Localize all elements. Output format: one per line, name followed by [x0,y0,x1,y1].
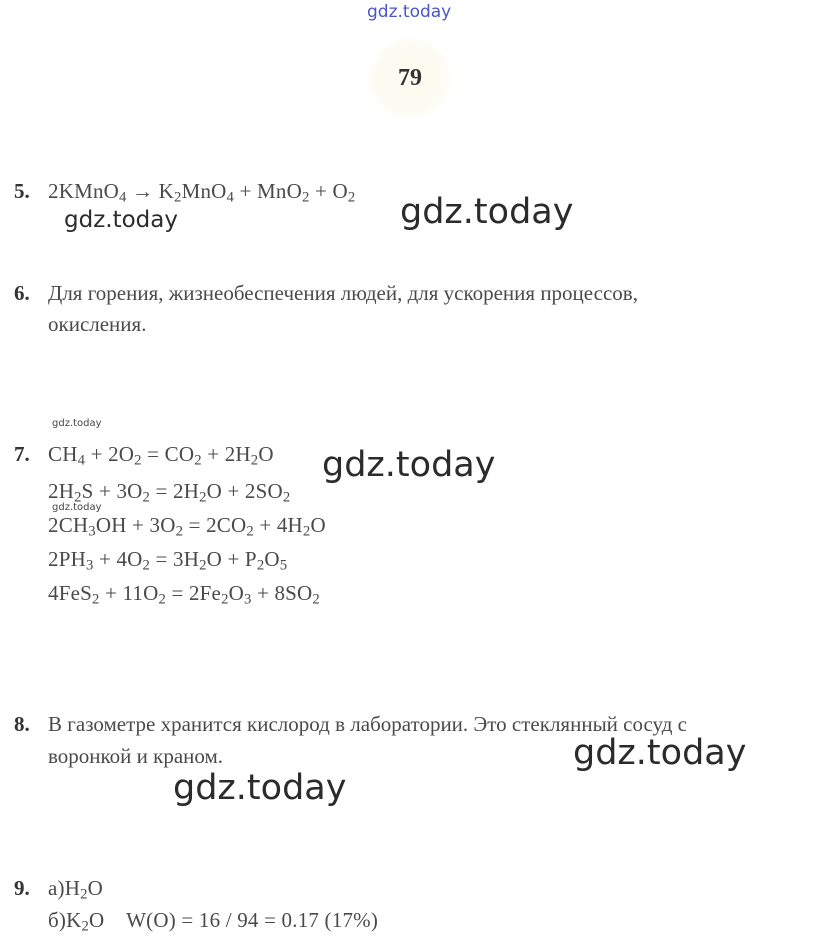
item-line: Для горения, жизнеобеспечения людей, для ускорения процессов, [48,281,638,305]
equation-line: $2CH_3OH + 3O_2 = 2CO_2 + 4H_2O$ [48,513,326,540]
item-line: окисления. [48,312,147,336]
item-line: воронкой и краном. [48,744,224,768]
watermark-text: gdz.today [52,418,102,429]
item-number: 7. [14,442,30,466]
equation-line: $4FeS_2 + 11O_2 = 2Fe_2O_3 + 8SO_2$ [48,581,320,608]
item-number: 6. [14,281,30,305]
equation-line: $CH_4 + 2O_2 = CO_2 + 2H_2O$ [48,442,274,469]
page-number: 79 [398,64,422,91]
item-line: 2KMnO$_4$ → $K_2MnO_4 + MnO_2 + O_2$ [48,179,356,206]
item-line: $а)H_2O$ [48,876,104,903]
watermark-text: gdz.today [573,733,747,773]
equation-line: $2H_2S + 3O_2 = 2H_2O + 2SO_2$ [48,479,291,506]
item-line: В газометре хранится кислород в лаборатории. Это стеклянный сосуд с [48,712,687,736]
item-number: 9. [14,876,30,900]
item-line: $б)K_2O$ W(O) = 16 / 94 = 0.17 (17%) [48,908,379,935]
watermark-text: gdz.today [52,502,102,513]
watermark-text: gdz.today [400,192,574,232]
item-number: 5. [14,179,30,203]
watermark-text: gdz.today [64,207,178,233]
watermark-text: gdz.today [322,445,496,485]
page-number-badge [365,38,455,118]
item-number: 8. [14,712,30,736]
equation-line: $2PH_3 + 4O_2 = 3H_2O + P_2O_5$ [48,547,288,574]
watermark-top: gdz.today [367,2,452,22]
watermark-text: gdz.today [173,768,347,808]
